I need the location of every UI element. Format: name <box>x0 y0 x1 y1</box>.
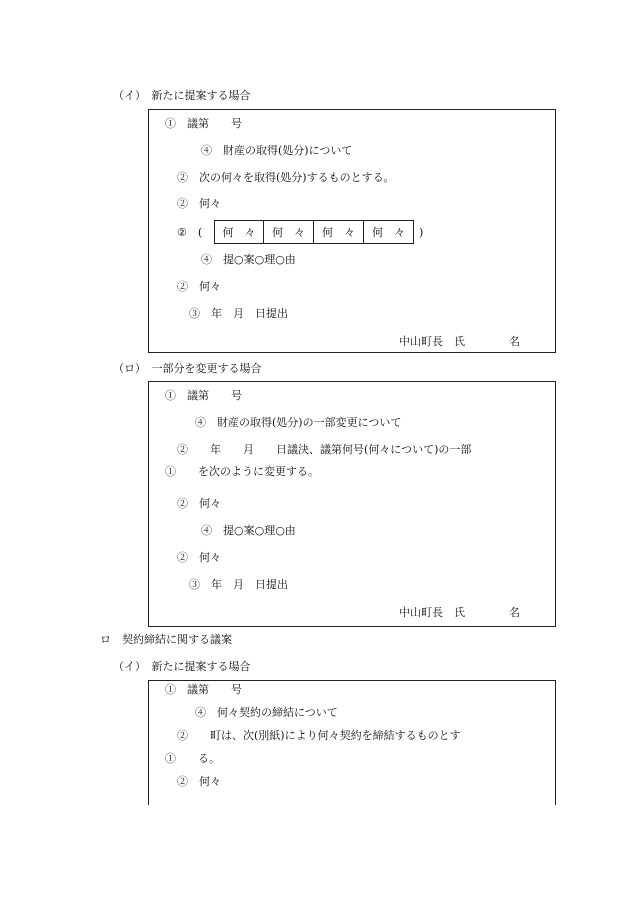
reason-text: ② 何々 <box>177 551 221 564</box>
item-line: ② 何々 <box>177 497 221 510</box>
bill-title-line: ④ 財産の取得(処分)の一部変更について <box>195 416 402 429</box>
bill-body-line: ② 次の何々を取得(処分)するものとする。 <box>177 171 395 184</box>
bill-number-line: ① 議第 号 <box>165 117 242 130</box>
submission-date: ③ 年 月 日提出 <box>189 578 288 591</box>
reason-text: ② 何々 <box>177 280 221 293</box>
bill-title-line: ④ 財産の取得(処分)について <box>201 144 353 157</box>
form-box-new-proposal <box>148 109 556 353</box>
bill-body-continuation: ① る。 <box>165 752 220 765</box>
signature-line: 中山町長 氏 名 <box>399 606 520 619</box>
table-paren-open: ② ( <box>177 226 203 239</box>
item-cell: 何 々 <box>364 220 414 244</box>
form-box-partial-change <box>148 381 556 627</box>
reason-heading: ④ 提○案○理○由 <box>201 253 296 266</box>
bill-number-line: ① 議第 号 <box>165 389 242 402</box>
item-line: ② 何々 <box>177 197 221 210</box>
reason-heading: ④ 提○案○理○由 <box>201 524 296 537</box>
bill-number-line: ① 議第 号 <box>165 683 242 696</box>
section-heading-i: （イ） 新たに提案する場合 <box>113 89 251 102</box>
section-heading-i-contract: （イ） 新たに提案する場合 <box>113 660 251 673</box>
section-heading-ro: （ロ） 一部分を変更する場合 <box>113 362 262 375</box>
table-paren-close: ) <box>419 226 424 239</box>
bill-title-line: ④ 何々契約の締結について <box>195 706 338 719</box>
item-cell: 何 々 <box>214 220 264 244</box>
item-line: ② 何々 <box>177 775 221 788</box>
submission-date: ③ 年 月 日提出 <box>189 307 288 320</box>
item-table <box>214 220 414 244</box>
form-box-contract <box>148 680 556 805</box>
item-cell: 何 々 <box>264 220 314 244</box>
contract-heading: ロ 契約締結に関する議案 <box>100 633 232 646</box>
signature-line: 中山町長 氏 名 <box>399 335 520 348</box>
bill-body-line: ② 町は、次(別紙)により何々契約を締結するものとす <box>177 729 461 742</box>
item-cell: 何 々 <box>314 220 364 244</box>
bill-body-line: ② 年 月 日議決、議第何号(何々について)の一部 <box>177 443 472 456</box>
bill-body-continuation: ① を次のように変更する。 <box>165 465 319 478</box>
